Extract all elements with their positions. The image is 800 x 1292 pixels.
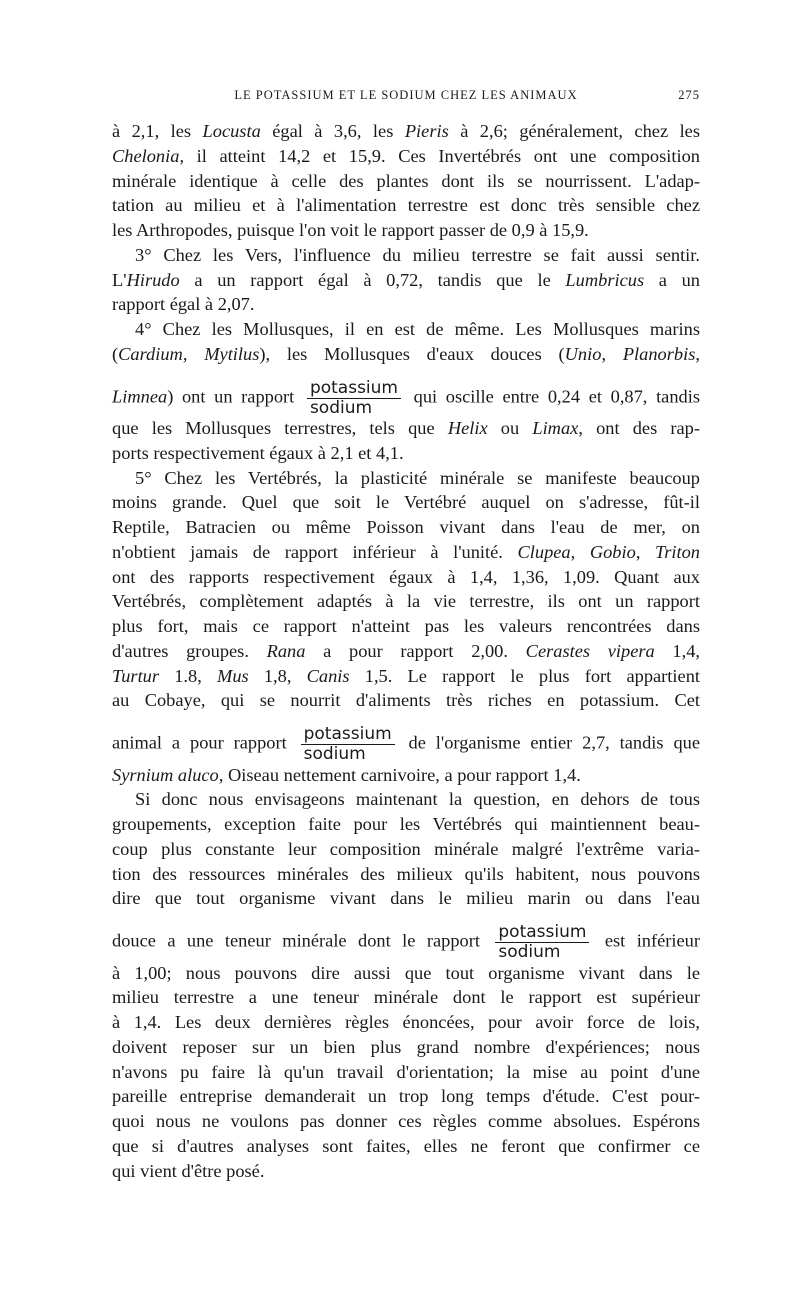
ratio-fraction: $\frac{\text{potassium}}{\text{sodium}}$ [301, 725, 395, 764]
text-line: (Cardium, Mytilus), les Mollusques d'eaux douces (Unio, Planorbis, [112, 343, 700, 364]
text-line: 3° Chez les Vers, l'influence du milieu terrestre se fait aussi sentir. [135, 244, 700, 265]
ratio-fraction: $\frac{\text{potassium}}{\text{sodium}}$ [495, 923, 589, 962]
text-line: 4° Chez les Mollusques, il en est de même. Les Mollusques marins [135, 319, 700, 339]
text-line: d'autres groupes. Rana a pour rapport 2,00. Cerastes vipera 1,4, [112, 640, 700, 661]
text-line: groupements, exception faite pour les Vertébrés qui maintiennent beau- [112, 814, 700, 834]
page-number: 275 [678, 88, 700, 102]
text-line: quoi nous ne voulons pas donner ces règles comme absolues. Espérons [112, 1111, 700, 1131]
text-line: Reptile, Batracien ou même Poisson vivant dans l'eau de mer, on [112, 517, 700, 537]
text-line: minérale identique à celle des plantes dont ils se nourrissent. L'adap- [112, 170, 700, 191]
text-line: à 2,1, les Locusta égal à 3,6, les Pieris à 2,6; généralement, chez les [112, 121, 700, 141]
text-line-with-fraction: Limnea) ont un rapport $\frac{\text{potassium}}{\text{sodium}}$ qui oscille entre 0,24 et 0,87, tandis [112, 377, 700, 418]
text-line: tion des ressources minérales des milieux qu'ils habitent, nous pouvons [112, 863, 700, 884]
body-text [112, 119, 700, 1183]
text-line: pareille entreprise demanderait un trop long temps d'étude. C'est pour- [112, 1086, 700, 1107]
text-line: Si donc nous envisageons maintenant la question, en dehors de tous [135, 789, 700, 810]
text-line: ports respectivement égaux à 2,1 et 4,1. [112, 442, 404, 463]
text-line: ont des rapports respectivement égaux à 1,4, 1,36, 1,09. Quant aux [112, 566, 700, 587]
text-line: Syrnium aluco, Oiseau nettement carnivoire, a pour rapport 1,4. [112, 764, 581, 785]
running-title: LE POTASSIUM ET LE SODIUM CHEZ LES ANIMAUX [234, 88, 578, 102]
text-line: Turtur 1.8, Mus 1,8, Canis 1,5. Le rapport le plus fort appartient [112, 665, 700, 686]
text-line: doivent reposer sur un bien plus grand nombre d'expériences; nous [112, 1036, 700, 1057]
text-line-with-fraction: douce a une teneur minérale dont le rapport $\frac{\text{potassium}}{\text{sodium}}$ est inférieur [112, 922, 701, 962]
text-line: n'avons pu faire là qu'un travail d'orientation; la mise au point d'une [112, 1061, 700, 1082]
text-line: les Arthropodes, puisque l'on voit le rapport passer de 0,9 à 15,9. [112, 220, 589, 240]
text-line: milieu terrestre a une teneur minérale dont le rapport est supérieur [112, 987, 700, 1008]
text-line: qui vient d'être posé. [112, 1160, 265, 1181]
text-line: au Cobaye, qui se nourrit d'aliments très riches en potassium. Cet [112, 690, 700, 711]
text-line: plus fort, mais ce rapport n'atteint pas les valeurs rencontrées dans [112, 616, 700, 636]
ratio-fraction: $\frac{\text{potassium}}{\text{sodium}}$ [307, 379, 401, 418]
text-line: Vertébrés, complètement adaptés à la vie terrestre, ils ont un rapport [112, 591, 700, 612]
text-line: tation au milieu et à l'alimentation terrestre est donc très sensible chez [112, 195, 700, 216]
text-line-with-fraction: animal a pour rapport $\frac{\text{potassium}}{\text{sodium}}$ de l'organisme entier 2,7, tandis que [112, 724, 701, 764]
text-line: moins grande. Quel que soit le Vertébré auquel on s'adresse, fût-il [112, 492, 700, 513]
text-line: n'obtient jamais de rapport inférieur à l'unité. Clupea, Gobio, Triton [112, 541, 700, 562]
text-line: Chelonia, il atteint 14,2 et 15,9. Ces Invertébrés ont une composition [112, 145, 700, 166]
text-line: L'Hirudo a un rapport égal à 0,72, tandis que le Lumbricus a un [112, 269, 701, 290]
text-line: rapport égal à 2,07. [112, 294, 255, 315]
text-line: dire que tout organisme vivant dans le milieu marin ou dans l'eau [112, 888, 700, 909]
text-line: à 1,4. Les deux dernières règles énoncées, pour avoir force de lois, [112, 1012, 700, 1032]
text-line: que si d'autres analyses sont faites, elles ne feront que confirmer ce [112, 1135, 700, 1156]
text-line: que les Mollusques terrestres, tels que Helix ou Limax, ont des rap- [112, 418, 701, 438]
text-line: à 1,00; nous pouvons dire aussi que tout organisme vivant dans le [112, 962, 700, 983]
text-line: coup plus constante leur composition minérale malgré l'extrême varia- [112, 838, 700, 859]
text-line: 5° Chez les Vertébrés, la plasticité minérale se manifeste beaucoup [135, 467, 700, 488]
